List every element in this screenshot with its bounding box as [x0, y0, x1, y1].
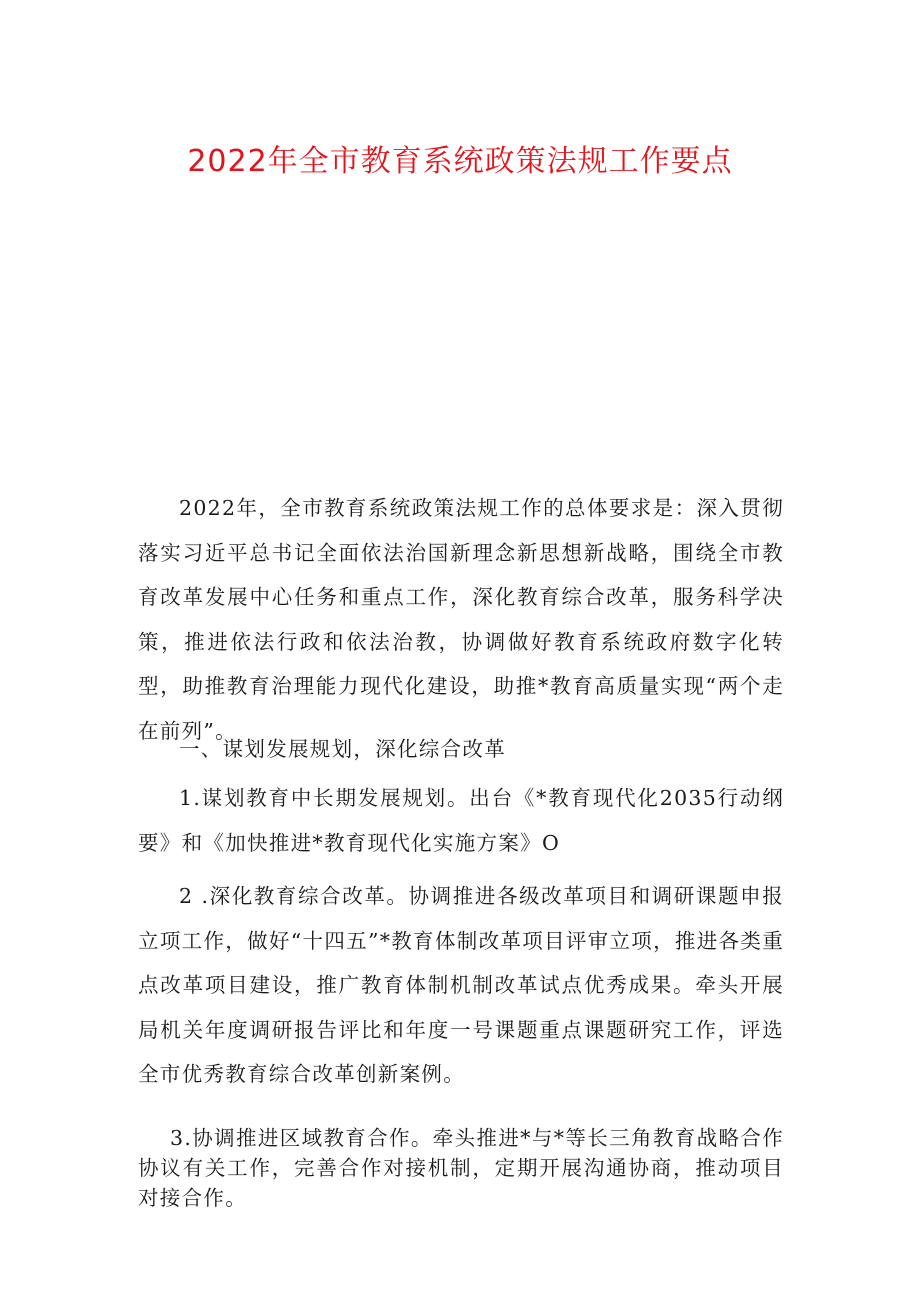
section-heading: 一、谋划发展规划，深化综合改革: [179, 737, 506, 761]
document-title: 2022年全市教育系统政策法规工作要点: [187, 144, 733, 179]
list-item-1: 1.谋划教育中长期发展规划。出台《*教育现代化2035行动纲要》和《加快推进*教育现代化实施方案》O: [138, 786, 784, 855]
intro-paragraph: 2022年，全市教育系统政策法规工作的总体要求是：深入贯彻落实习近平总书记全面依法治国新理念新思想新战略，围绕全市教育改革发展中心任务和重点工作，深化教育综合改革，服务科学决策，推进依法行政和依法治教，协调做好教育系统政府数字化转型，助推教育治理能力现代化建设，助推*教育高质量实现“两个走在前列”。: [138, 496, 784, 743]
list-item-2: 2 .深化教育综合改革。协调推进各级改革项目和调研课题申报立项工作，做好“十四五”*教育体制改革项目评审立项，推进各类重点改革项目建设，推广教育体制机制改革试点优秀成果。牵头开展局机关年度调研报告评比和年度一号课题重点课题研究工作，评选全市优秀教育综合改革创新案例。: [138, 884, 784, 1087]
list-item-3: 3.协调推进区域教育合作。牵头推进*与*等长三角教育战略合作协议有关工作，完善合作对接机制，定期开展沟通协商，推动项目对接合作。: [138, 1126, 784, 1210]
